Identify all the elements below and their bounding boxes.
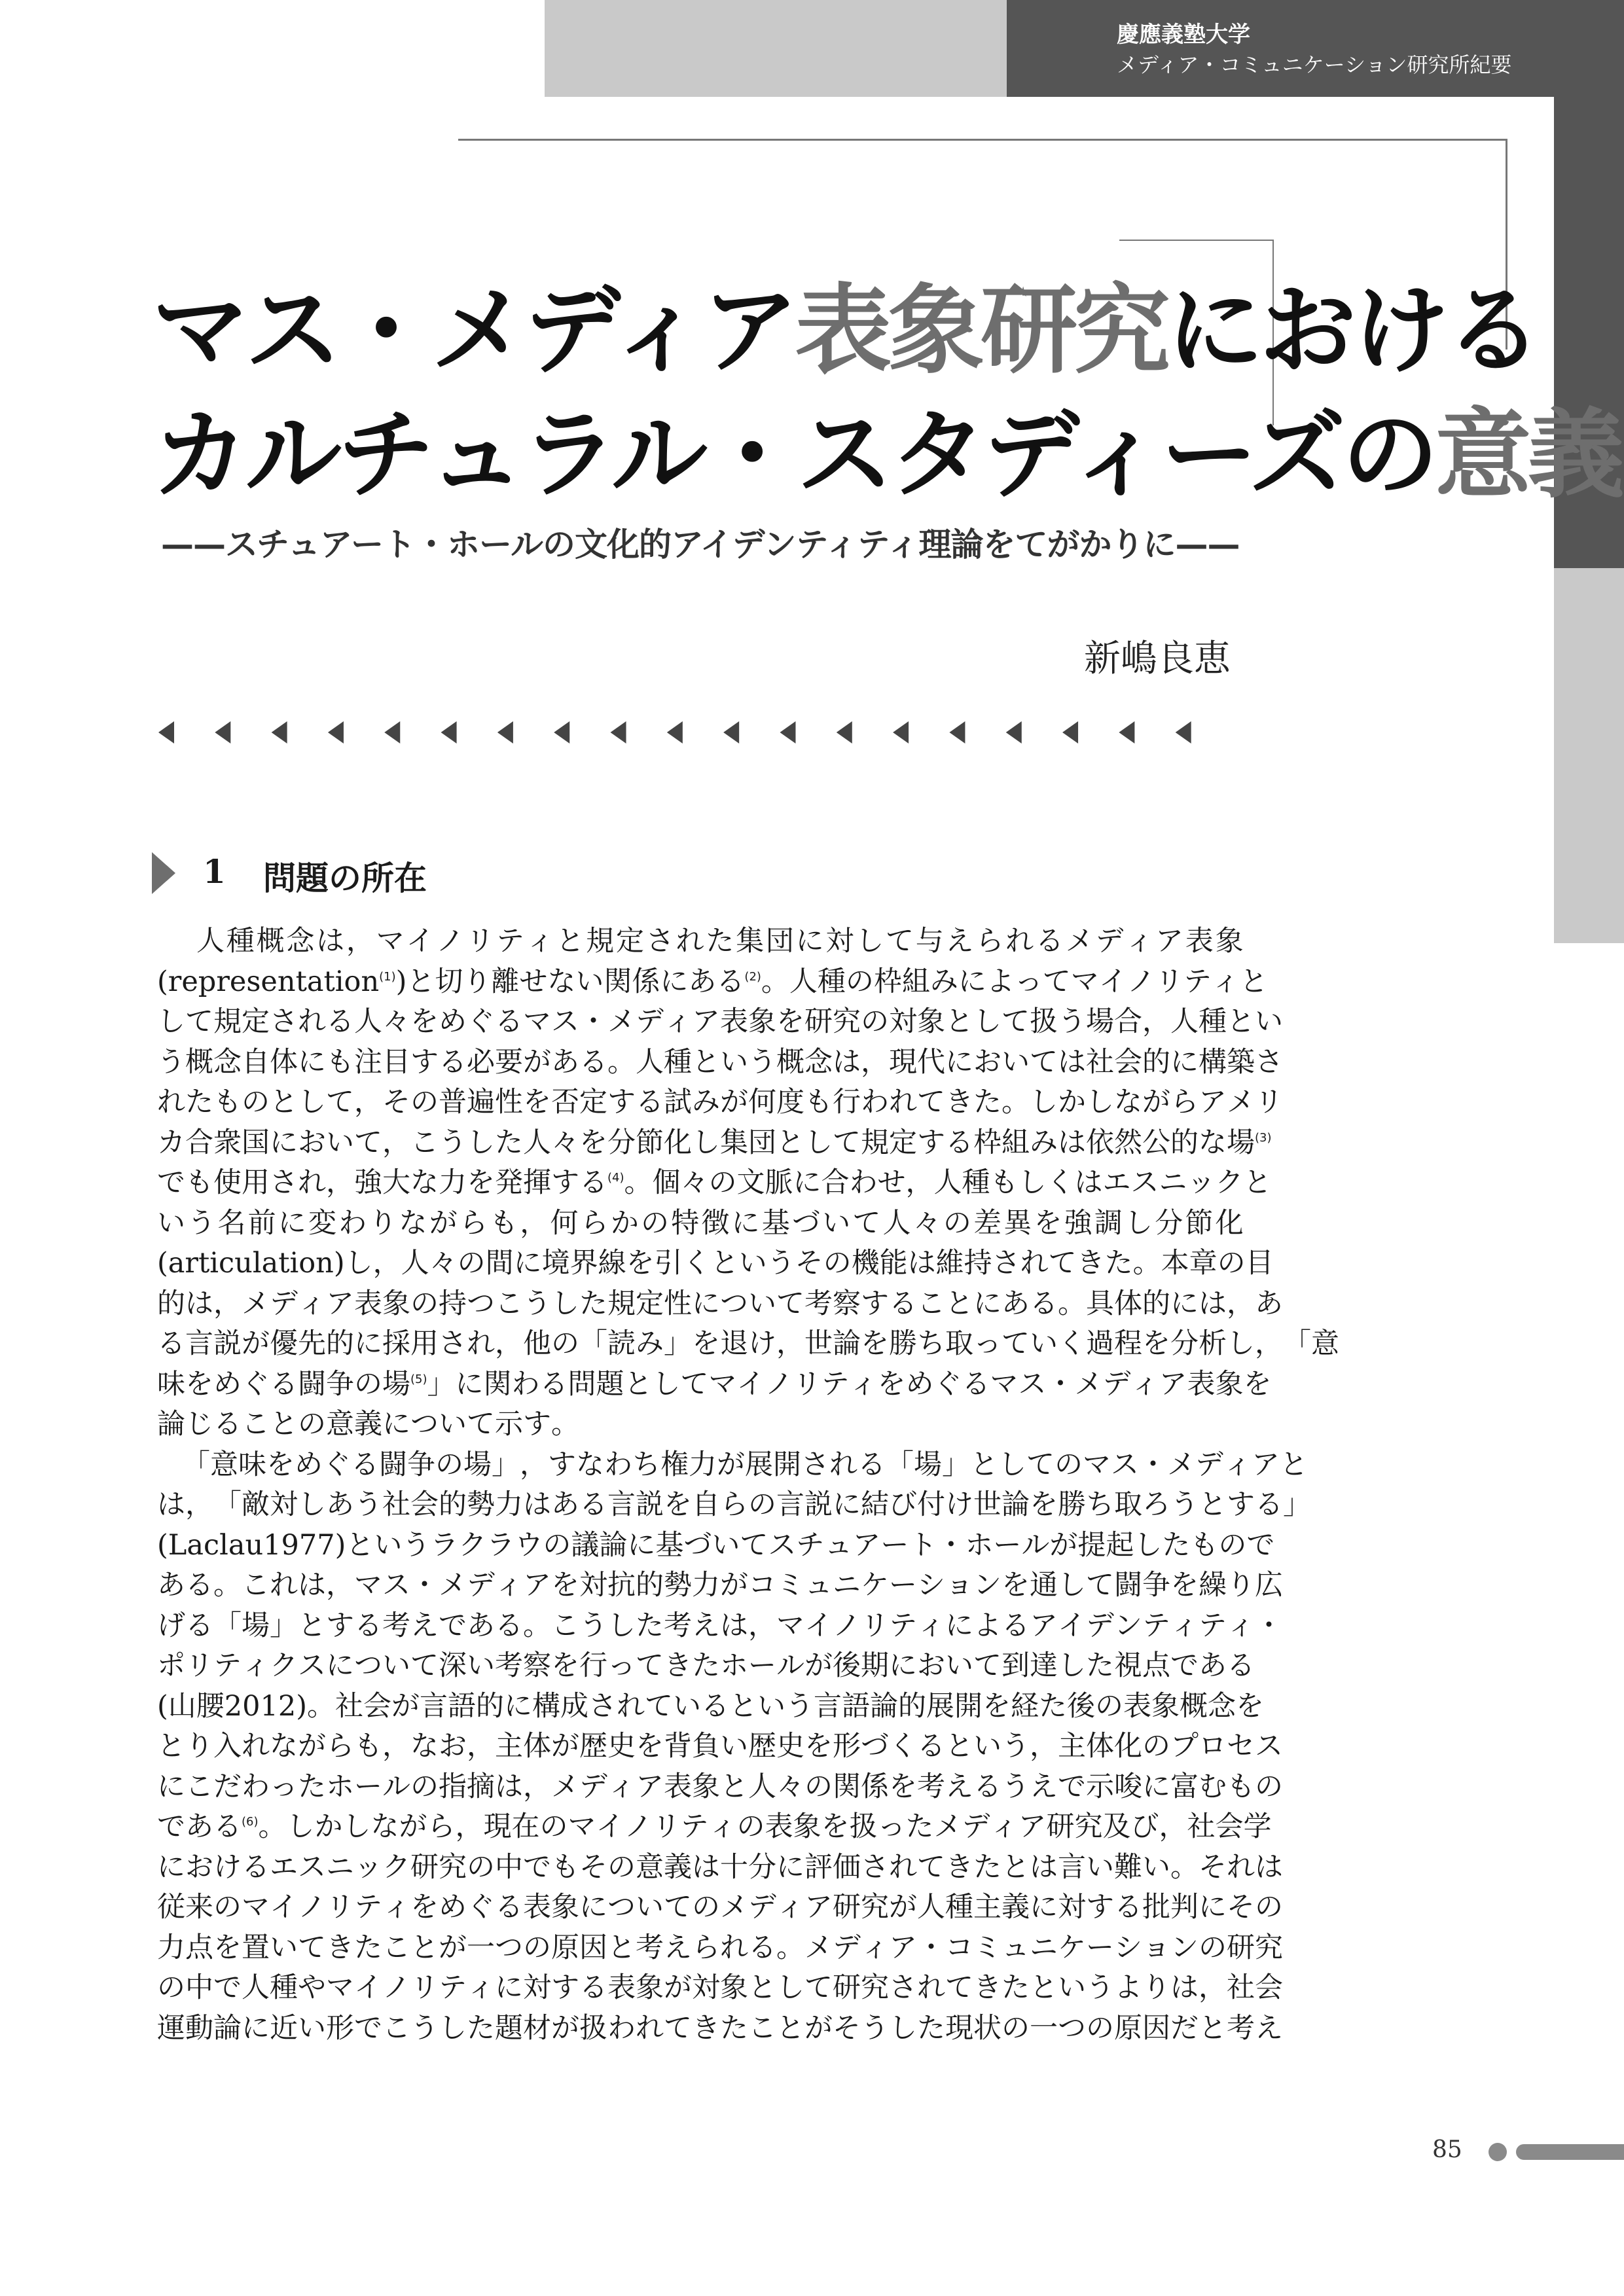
journal-header: [1117, 20, 1512, 80]
page-dot-icon: [1489, 2143, 1507, 2161]
footnote-ref: (4): [607, 1171, 624, 1185]
text-line: カ 合 衆 国 に お い て ， こ う し た 人 々 を 分 節 化 し 集 団 と し て 規 定 す る 枠 組 み は 依 然 公 的 な 場$^{(3)}$: [157, 1126, 1272, 1159]
footnote-ref: (1): [379, 969, 396, 984]
arrow-left-icon: [667, 721, 683, 744]
title-part: における: [1166, 274, 1539, 387]
text-line: に こ だ わ っ た ホ ー ル の 指 摘 は ， メ デ ィ ア 表 象 と 人 々 の 関 係 を 考 え る う え で 示 唆 に 富 む も の: [157, 1770, 1283, 1803]
arrow-left-icon: [497, 721, 513, 744]
arrow-left-icon: [158, 721, 174, 744]
arrow-left-icon: [780, 721, 795, 744]
title-part: カルチュラル・スタディーズの: [152, 399, 1435, 511]
text-line: あ る 。 こ れ は ， マ ス ・ メ デ ィ ア を 対 抗 的 勢 力 が コ ミ ュ ニ ケ ー シ ョ ン を 通 し て 闘 争 を 繰 り 広: [157, 1569, 1283, 1602]
paper-subtitle: ——スチュアート・ホールの文化的アイデンティティ理論をてがかりに——: [161, 526, 1240, 564]
text-line: 力 点 を 置 い て き た こ と が 一 つ の 原 因 と 考 え ら れ る 。 メ デ ィ ア ・ コ ミ ュ ニ ケ ー シ ョ ン の 研 究: [157, 1931, 1283, 1964]
frame-line-top: [458, 139, 1507, 141]
text-line: 論 じ る こ と の 意 義 に つ い て 示 す 。: [157, 1408, 579, 1441]
arrow-left-icon: [837, 721, 852, 744]
arrow-left-icon: [215, 721, 230, 744]
title-bracket-top: [1119, 240, 1274, 241]
text-line: と り 入 れ な が ら も ， な お ， 主 体 が 歴 史 を 背 負 い 歴 史 を 形 づ く る と い う ， 主 体 化 の プ ロ セ ス: [157, 1730, 1283, 1763]
body-text: [157, 922, 1339, 2049]
university-name: 慶應義塾大学: [1117, 22, 1250, 48]
section-title: 問題の所在: [263, 859, 427, 897]
footnote-ref: (3): [1255, 1130, 1272, 1145]
footnote-ref: (6): [242, 1815, 259, 1829]
decorative-arrow-row: [157, 716, 1231, 749]
page-number: 85: [1432, 2136, 1462, 2163]
title-highlight: 意義: [1434, 399, 1621, 511]
text-line: の 中 で 人 種 や マ イ ノ リ テ ィ に 対 す る 表 象 が 対 象 と し て 研 究 さ れ て き た と い う よ り は ， 社 会: [157, 1971, 1283, 2004]
text-line: ( a r t i c u l a t i o n ) し ， 人 々 の 間 に 境 界 線 を 引 く と い う そ の 機 能 は 維 持 さ れ て き た 。 本 章 の 目: [157, 1247, 1274, 1280]
footnote-ref: (5): [410, 1372, 427, 1386]
text-line: 「 意 味 を め ぐ る 闘 争 の 場 」 ， す な わ ち 権 力 が 展 開 さ れ る 「 場 」 と し て の マ ス ・ メ デ ィ ア と: [182, 1448, 1308, 1481]
side-tab-light: [1554, 568, 1624, 943]
author-name: 新嶋良恵: [1084, 637, 1231, 680]
text-line: し て 規 定 さ れ る 人 々 を め ぐ る マ ス ・ メ デ ィ ア 表 象 を 研 究 の 対 象 と し て 扱 う 場 合 ， 人 種 と い: [157, 1005, 1283, 1038]
arrow-left-icon: [949, 721, 965, 744]
text-line: ( 山 腰 2 0 1 2 ) 。 社 会 が 言 語 的 に 構 成 さ れ て い る と い う 言 語 論 的 展 開 を 経 た 後 の 表 象 概 念 を: [157, 1689, 1264, 1723]
text-line: 従 来 の マ イ ノ リ テ ィ を め ぐ る 表 象 に つ い て の メ デ ィ ア 研 究 が 人 種 主 義 に 対 す る 批 判 に そ の: [157, 1891, 1283, 1924]
arrow-left-icon: [554, 721, 569, 744]
page-bar: [1516, 2144, 1624, 2160]
text-line: れ た も の と し て ， そ の 普 遍 性 を 否 定 す る 試 み が 何 度 も 行 わ れ て き た 。 し か し な が ら ア メ リ: [157, 1086, 1283, 1119]
text-line: 運 動 論 に 近 い 形 で こ う し た 題 材 が 扱 わ れ て き た こ と が そ う し た 現 状 の 一 つ の 原 因 だ と 考 え: [157, 2011, 1283, 2045]
section-marker-icon: [152, 852, 175, 894]
title-part: マス・メディア: [152, 274, 795, 387]
arrow-left-icon: [1062, 721, 1078, 744]
text-line: ( L a c l a u 1 9 7 7 ) と い う ラ ク ラ ウ の 議 論 に 基 づ い て ス チ ュ ア ー ト ・ ホ ー ル が 提 起 し た も の で: [157, 1528, 1275, 1562]
arrow-left-icon: [328, 721, 344, 744]
arrow-left-icon: [1119, 721, 1134, 744]
text-line: い う 名 前 に 変 わ り な が ら も ， 何 ら か の 特 徴 に 基 づ い て 人 々 の 差 異 を 強 調 し 分 節 化: [157, 1206, 1244, 1240]
arrow-left-icon: [272, 721, 287, 744]
paper-title-line-2: [152, 399, 1621, 511]
text-line: で あ る$^{(6)}$ 。 し か し な が ら ， 現 在 の マ イ ノ リ テ ィ の 表 象 を 扱 っ た メ デ ィ ア 研 究 及 び ， 社 会 学: [157, 1810, 1272, 1843]
arrow-left-icon: [723, 721, 739, 744]
footnote-ref: (2): [744, 969, 761, 984]
arrow-left-icon: [384, 721, 400, 744]
text-line: る 言 説 が 優 先 的 に 採 用 さ れ ， 他 の 「 読 み 」 を 退 け ， 世 論 を 勝 ち 取 っ て い く 過 程 を 分 析 し ， 「 意: [157, 1327, 1339, 1360]
text-line: 人 種 概 念 は ， マ イ ノ リ テ ィ と 規 定 さ れ た 集 団 に 対 し て 与 え ら れ る メ デ ィ ア 表 象: [196, 925, 1244, 958]
paper-title-line-1: [152, 275, 1538, 386]
arrow-left-icon: [1006, 721, 1022, 744]
journal-name: メディア・コミュニケーション研究所紀要: [1117, 52, 1512, 77]
title-highlight: 表象研究: [795, 274, 1167, 387]
text-line: う 概 念 自 体 に も 注 目 す る 必 要 が あ る 。 人 種 と い う 概 念 は ， 現 代 に お い て は 社 会 的 に 構 築 さ: [157, 1045, 1283, 1079]
arrow-left-icon: [441, 721, 457, 744]
text-line: げ る 「 場 」 と す る 考 え で あ る 。 こ う し た 考 え は ， マ イ ノ リ テ ィ に よ る ア イ デ ン テ ィ テ ィ ・: [157, 1609, 1283, 1642]
text-line: 的 は ， メ デ ィ ア 表 象 の 持 つ こ う し た 規 定 性 に つ い て 考 察 す る こ と に あ る 。 具 体 的 に は ， あ: [157, 1287, 1283, 1320]
section-number: 1: [203, 852, 226, 891]
text-line: 味 を め ぐ る 闘 争 の 場$^{(5)}$ 」 に 関 わ る 問 題 と し て マ イ ノ リ テ ィ を め ぐ る マ ス ・ メ デ ィ ア 表 象 を: [157, 1367, 1272, 1401]
text-line: ( r e p r e s e n t a t i o $n^{(1)}$ ) と 切 り 離 せ な い 関 係 に あ る$^{(2)}$ 。 人 種 の 枠 組 み に よ っ て マ イ ノ リ テ ィ と: [157, 965, 1268, 998]
text-line: で も 使 用 さ れ ， 強 大 な 力 を 発 揮 す る$^{(4)}$ 。 個 々 の 文 脈 に 合 わ せ ， 人 種 も し く は エ ス ニ ッ ク と: [157, 1166, 1272, 1199]
header-band-light: [545, 0, 1007, 97]
arrow-left-icon: [893, 721, 909, 744]
text-line: に お け る エ ス ニ ッ ク 研 究 の 中 で も そ の 意 義 は 十 分 に 評 価 さ れ て き た と は 言 い 難 い 。 そ れ は: [157, 1850, 1283, 1884]
text-line: は ， 「 敵 対 し あ う 社 会 的 勢 力 は あ る 言 説 を 自 ら の 言 説 に 結 び 付 け 世 論 を 勝 ち 取 ろ う と す る 」: [157, 1488, 1311, 1521]
text-line: ポ リ テ ィ ク ス に つ い て 深 い 考 察 を 行 っ て き た ホ ー ル が 後 期 に お い て 到 達 し た 視 点 で あ る: [157, 1649, 1255, 1682]
arrow-left-icon: [1176, 721, 1191, 744]
arrow-left-icon: [611, 721, 626, 744]
